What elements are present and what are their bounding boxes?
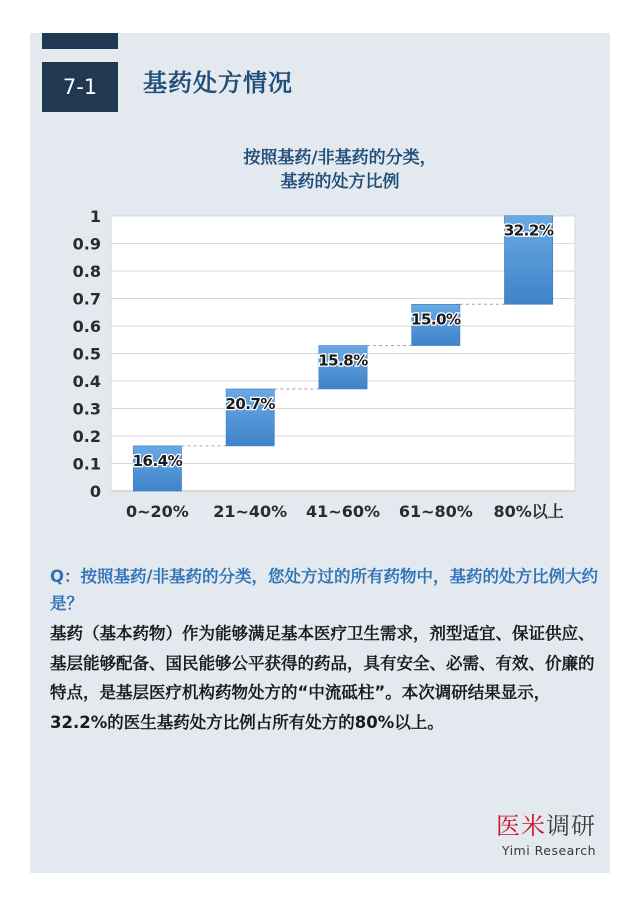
section-title: 基药处方情况	[143, 69, 293, 97]
x-tick-label: 41~60%	[306, 502, 380, 521]
x-tick-label: 0~20%	[125, 502, 189, 521]
data-label: 15.8%	[318, 351, 368, 370]
y-tick-label: 1	[89, 207, 101, 226]
y-tick-label: 0.9	[72, 234, 101, 254]
y-tick-label: 0.4	[72, 372, 101, 391]
x-tick-label: 80%以上	[493, 502, 564, 521]
logo-cn-part2: 调研	[546, 812, 596, 840]
data-label: 20.7%	[225, 394, 275, 413]
data-label: 15.0%	[411, 310, 461, 329]
data-label: 16.4%	[132, 451, 183, 470]
y-tick-label: 0.5	[72, 344, 101, 364]
y-tick-label: 0.3	[72, 399, 101, 419]
y-tick-label: 0.7	[72, 289, 101, 309]
data-label: 32.2%	[503, 221, 554, 240]
y-tick-label: 0.1	[72, 454, 101, 474]
chart-title-line1: 按照基药/非基药的分类，	[243, 148, 437, 168]
logo-cn-part1: 医米	[496, 812, 546, 840]
logo	[480, 806, 596, 858]
chart-title-line2: 基药的处方比例	[280, 172, 400, 192]
y-tick-label: 0	[89, 482, 101, 501]
body-text: 基药（基本药物）作为能够满足基本医疗卫生需求，剂型适宜、保证供应、基层能够配备、国民能够公平获得的药品，具有安全、必需、有效、价廉的特点，是基层医疗机构药物处方的“中流砥柱”。本次调研结果显示，32.2%的医生基药处方比例占所有处方的80%以上。	[50, 624, 595, 732]
logo-chinese	[480, 806, 596, 841]
y-tick-label: 0.6	[72, 317, 101, 336]
y-tick-label: 0.8	[72, 262, 101, 281]
x-tick-label: 21~40%	[213, 502, 288, 521]
x-tick-label: 61~80%	[398, 502, 473, 521]
section-number: 7-1	[42, 62, 118, 112]
logo-english: Yimi Research	[501, 843, 596, 858]
question-text: Q：按照基药/非基药的分类，您处方过的所有药物中，基药的处方比例大约是？	[50, 567, 599, 613]
y-tick-label: 0.2	[72, 427, 101, 446]
